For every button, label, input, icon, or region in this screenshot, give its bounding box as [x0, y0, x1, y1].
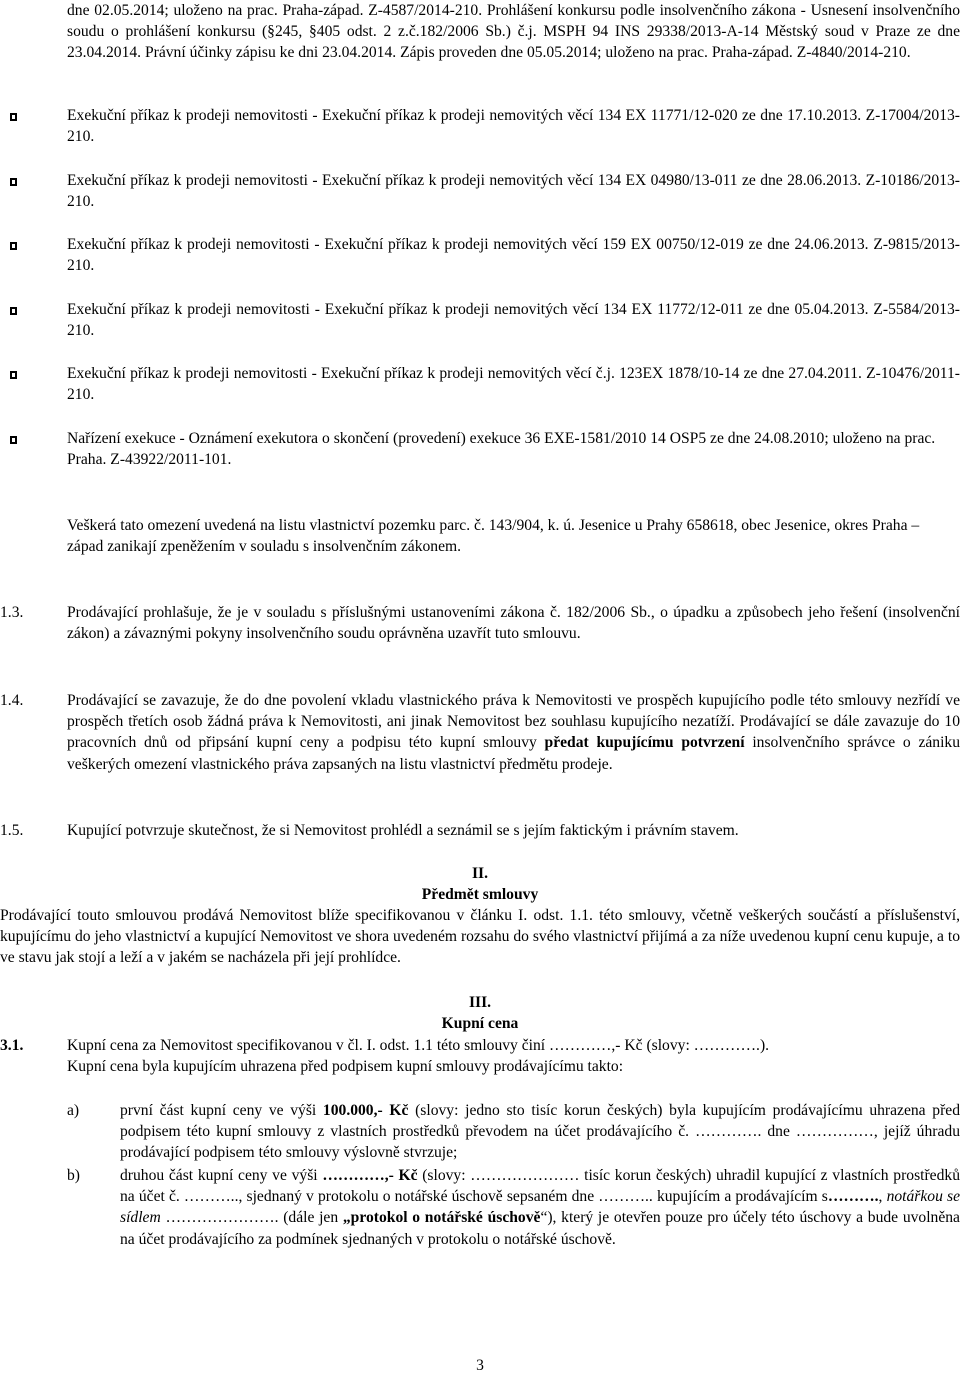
item-protocol-term: „protokol o notářské úschově: [342, 1209, 541, 1227]
item-text-part: první část kupní ceny ve výši: [120, 1102, 323, 1119]
list-item-text: Exekuční příkaz k prodeji nemovitosti - Exekuční příkaz k prodeji nemovitých věcí 134 EX 04980/13-011 ze dne 28.06.2013. Z-10186/2013-210.: [67, 172, 960, 211]
clause-text: Kupující potvrzuje skutečnost, že si Nemovitost prohlédl a seznámil se s jejím faktickým i právním stavem.: [67, 822, 739, 839]
clause-text: Kupní cena byla kupujícím uhrazena před podpisem kupní smlouvy prodávajícímu takto:: [67, 1058, 624, 1075]
square-bullet-icon: [9, 435, 18, 445]
item-text: [120, 1100, 960, 1164]
item-text-part: …………………. (dále jen: [160, 1209, 343, 1227]
item-text-part: ,: [878, 1188, 887, 1206]
clause-number: 1.3.: [0, 604, 24, 621]
section-title: Kupní cena: [441, 1015, 519, 1032]
continuation-paragraph: [67, 0, 960, 64]
clause-text-part: Prodávající se zavazuje, že do dne povolení vkladu vlastnického práva k Nemovitosti ve prospěch kupujícího podle této smlouvy nezřídí ve prospěch třetích osob žádná práva k Nemovitosti, ani jinak Nemovitost bez souhlasu kupujícího nezatíží. Prodávající se dále zavazuje do 10 pracovních dnů od připsání kupní ceny a podpisu této kupní smlouvy: [67, 692, 960, 752]
square-bullet-icon: [9, 306, 18, 316]
clause-number: 1.4.: [0, 692, 24, 709]
clause-text: [67, 690, 960, 775]
section-number: III.: [468, 994, 492, 1011]
clause-text-part: insolvenčního správce o zániku veškerých omezení vlastnického práva zapsaných na listu vlastnictví předmětu prodeje.: [67, 734, 960, 773]
list-item-text: Exekuční příkaz k prodeji nemovitosti - Exekuční příkaz k prodeji nemovitých věcí 134 EX 11772/12-011 ze dne 05.04.2013. Z-5584/2013-210.: [67, 301, 960, 340]
item-notary-text: notářkou se sídlem: [120, 1188, 960, 1227]
list-item-text: Exekuční příkaz k prodeji nemovitosti - Exekuční příkaz k prodeji nemovitých věcí č.j. 123EX 1878/10-14 ze dne 27.04.2011. Z-10476/2011-210.: [67, 365, 960, 404]
square-bullet-icon: [9, 112, 18, 122]
item-amount: …………,- Kč: [322, 1167, 418, 1184]
item-amount: 100.000,- Kč: [322, 1102, 409, 1119]
clause-bold-text: předat kupujícímu potvrzení: [544, 734, 745, 752]
summary-paragraph: Veškerá tato omezení uvedená na listu vlastnictví pozemku parc. č. 143/904, k. ú. Jesenice u Prahy 658618, obec Jesenice, okres Praha – západ zanikají zpeněžením v souladu s insolvenčním zákonem.: [67, 517, 920, 556]
clause-text: Kupní cena za Nemovitost specifikovanou v čl. I. odst. 1.1 této smlouvy činí …………,- Kč (slovy: ………….).: [67, 1037, 770, 1054]
section-title: Předmět smlouvy: [421, 886, 539, 903]
list-item-text: Exekuční příkaz k prodeji nemovitosti - Exekuční příkaz k prodeji nemovitých věcí 134 EX 11771/12-020 ze dne 17.10.2013. Z-17004/2013-210.: [67, 107, 960, 146]
section-text: Prodávající touto smlouvou prodává Nemovitost blíže specifikovanou v článku I. odst. 1.1. této smlouvy, včetně veškerých součástí a příslušenství, kupujícímu do jeho vlastnictví a kupující Nemovitost ve shora uvedeném rozsahu do svého vlastnictví přijímá a za níže uvedenou kupní cenu kupuje, a to ve stavu jak stojí a leží a v jakém se nacházela při její prohlídce.: [0, 907, 960, 967]
item-label: b): [67, 1167, 80, 1184]
continuation-text: dne 02.05.2014; uloženo na prac. Praha-západ. Z-4587/2014-210. Prohlášení konkursu podle insolvenčního zákona - Usnesení insolvenčního soudu o prohlášení konkursu (§245, §405 odst. 2 z.č.182/2006 Sb.) č.j. MSPH 94 INS 29338/2013-A-14 Městský soud v Praze ze dne 23.04.2014. Právní účinky zápisu ke dni 23.04.2014. Zápis proveden dne 05.05.2014; uloženo na prac. Praha-západ. Z-4840/2014-210.: [67, 2, 960, 62]
square-bullet-icon: [9, 370, 18, 380]
list-item-text: Nařízení exekuce - Oznámení exekutora o skončení (provedení) exekuce 36 EXE-1581/2010 14 OSP5 ze dne 24.08.2010; uloženo na prac. Praha. Z-43922/2011-101.: [67, 430, 936, 469]
item-label: a): [67, 1102, 80, 1119]
square-bullet-icon: [9, 241, 18, 251]
page-number: 3: [476, 1357, 484, 1374]
list-item-text: Exekuční příkaz k prodeji nemovitosti - Exekuční příkaz k prodeji nemovitých věcí 159 EX 00750/12-019 ze dne 24.06.2013. Z-9815/2013-210.: [67, 236, 960, 275]
clause-text: Prodávající prohlašuje, že je v souladu s příslušnými ustanoveními zákona č. 182/2006 Sb., o úpadku a způsobech jeho řešení (insolvenční zákon) a závaznými pokyny insolvenčního soudu oprávněna uzavřít tuto smlouvu.: [67, 604, 960, 643]
item-placeholder: ……….: [827, 1188, 879, 1206]
item-text-part: (slovy: jedno sto tisíc korun českých) byla kupujícím prodávajícímu uhrazena před podpisem této kupní smlouvy z vlastních prostředků převodem na účet prodávajícího č. …………. dne ……………, jejíž úhradu prodávající podpisem této smlouvy výslovně stvrzuje;: [120, 1102, 960, 1162]
item-text: [120, 1165, 960, 1250]
item-text-part: druhou část kupní ceny ve výši: [120, 1167, 323, 1184]
clause-number: 1.5.: [0, 822, 24, 839]
item-text-part: “), který je otevřen pouze pro účely této úschovy a bude uvolněna na účet prodávajícího za podmínek sjednaných v protokolu o notářské úschově.: [120, 1209, 960, 1248]
item-text-part: (slovy: ………………… tisíc korun českých) uhradil kupující z vlastních prostředků na účet č. ……….., sjednaný v protokolu o notářské úschově sepsaném dne ……….. kupujícím a prodávajícím s: [120, 1167, 960, 1206]
section-number: II.: [471, 865, 489, 882]
clause-number: 3.1.: [0, 1037, 24, 1054]
square-bullet-icon: [9, 177, 18, 187]
